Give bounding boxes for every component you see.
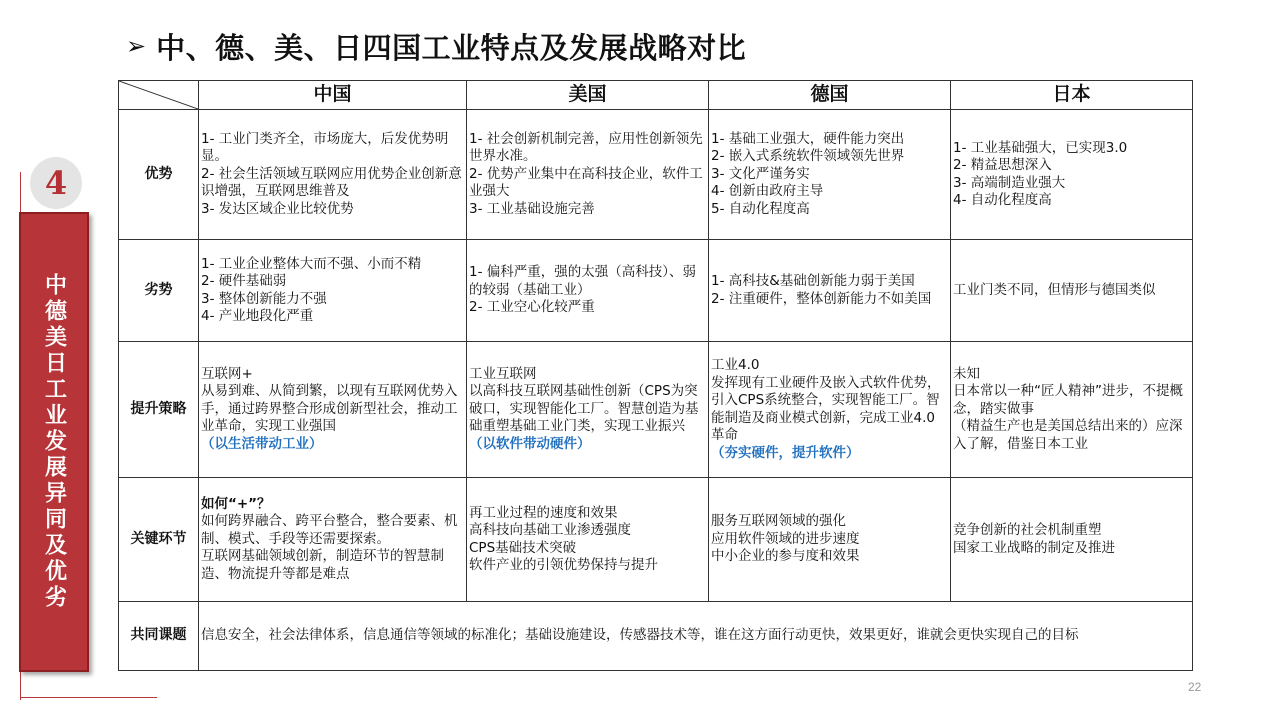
section-number-badge <box>30 157 82 209</box>
title-bullet-icon: ➢ <box>126 32 147 60</box>
cell-line: 信息安全，社会法律体系，信息通信等领域的标准化；基础设施建设，传感器技术等，谁在这方面行动更快，效果更好，谁就会更快实现自己的目标 <box>201 627 1079 644</box>
cell-line: 2- 硬件基础弱 <box>201 273 287 289</box>
row-label-disadvantage: 劣势 <box>119 240 199 342</box>
cell-line: 2- 社会生活领域互联网应用优势企业创新意识增强，互联网思维普及 <box>201 165 462 200</box>
cell-line: 工业门类不同，但情形与德国类似 <box>953 281 1156 298</box>
row-label-strategy: 提升策略 <box>119 342 199 478</box>
cell-disadvantage-china <box>199 240 467 342</box>
header-china: 中国 <box>199 81 467 110</box>
cell-line: 服务互联网领域的强化 <box>711 513 846 530</box>
cell-line: 未知 <box>953 365 980 382</box>
cell-line: 1- 偏科严重，强的太强（高科技）、弱的较弱（基础工业） <box>469 264 697 298</box>
cell-line: 1- 基础工业强大，硬件能力突出 <box>711 130 905 147</box>
cell-bold-line: 如何“+”？ <box>201 495 271 512</box>
diagonal-line-icon <box>119 81 198 109</box>
cell-disadvantage-germany <box>709 240 951 342</box>
section-label: 中德美日工业发展异同及优劣 <box>41 273 67 611</box>
cell-strategy-usa <box>467 342 709 478</box>
cell-line: 2- 精益思想深入 <box>953 157 1052 173</box>
cell-line: CPS基础技术突破 <box>469 539 577 556</box>
cell-line: 1- 高科技&基础创新能力弱于美国 <box>711 273 915 289</box>
comparison-table <box>118 80 1193 671</box>
cell-key-links-usa <box>467 478 709 602</box>
section-number: 4 <box>44 164 68 202</box>
table-row-advantage <box>119 110 1193 240</box>
page-number: 22 <box>1188 680 1202 694</box>
cell-line: 工业互联网 <box>469 365 537 382</box>
cell-line: 再工业过程的速度和效果 <box>469 504 618 521</box>
cell-line: 中小企业的参与度和效果 <box>711 548 860 565</box>
cell-common <box>199 602 1193 671</box>
cell-key-links-germany <box>709 478 951 602</box>
cell-highlight: （以软件带动硬件） <box>469 435 591 452</box>
cell-line: 高科技向基础工业渗透强度 <box>469 522 631 538</box>
section-label-box <box>19 212 89 672</box>
cell-line: 1- 工业企业整体大而不强、小而不精 <box>201 255 422 272</box>
cell-line: 2- 嵌入式系统软件领域领先世界 <box>711 148 905 165</box>
cell-line: 5- 自动化程度高 <box>711 200 810 217</box>
cell-line: 工业4.0 <box>711 357 760 373</box>
table-corner-cell <box>119 81 199 110</box>
decor-horizontal-line <box>20 697 157 698</box>
cell-line: 互联网+ <box>201 365 253 382</box>
cell-key-links-japan <box>951 478 1193 602</box>
table-row-disadvantage <box>119 240 1193 342</box>
cell-line: 2- 工业空心化较严重 <box>469 299 595 316</box>
header-germany: 德国 <box>709 81 951 110</box>
cell-line: 3- 工业基础设施完善 <box>469 200 595 217</box>
page-title: 中、德、美、日四国工业特点及发展战略对比 <box>156 30 747 65</box>
row-label-key-links: 关键环节 <box>119 478 199 602</box>
cell-line: 竞争创新的社会机制重塑 <box>953 522 1102 538</box>
cell-strategy-japan <box>951 342 1193 478</box>
cell-highlight: （夯实硬件，提升软件） <box>711 444 860 461</box>
table-row-key-links <box>119 478 1193 602</box>
table-row-common <box>119 602 1193 671</box>
cell-line: 软件产业的引领优势保持与提升 <box>469 557 658 573</box>
cell-line: 1- 社会创新机制完善，应用性创新领先世界水准。 <box>469 130 703 165</box>
cell-line: 如何跨界融合、跨平台整合，整合要素、机制、模式、手段等还需要探索。 <box>201 513 458 547</box>
header-japan: 日本 <box>951 81 1193 110</box>
cell-line: 3- 高端制造业强大 <box>953 174 1066 191</box>
cell-disadvantage-japan <box>951 240 1193 342</box>
cell-line: 3- 文化严谨务实 <box>711 165 810 182</box>
cell-line: 2- 优势产业集中在高科技企业，软件工业强大 <box>469 165 703 200</box>
cell-line: 4- 自动化程度高 <box>953 192 1052 208</box>
cell-line: 2- 注重硬件，整体创新能力不如美国 <box>711 290 932 307</box>
cell-line: 4- 创新由政府主导 <box>711 183 824 200</box>
cell-highlight: （以生活带动工业） <box>201 435 323 452</box>
cell-line: 3- 发达区域企业比较优势 <box>201 200 354 217</box>
cell-key-links-china <box>199 478 467 602</box>
cell-strategy-germany <box>709 342 951 478</box>
cell-line: 应用软件领域的进步速度 <box>711 530 860 547</box>
cell-advantage-usa <box>467 110 709 240</box>
cell-advantage-germany <box>709 110 951 240</box>
cell-line: 国家工业战略的制定及推进 <box>953 539 1115 556</box>
table-row-strategy <box>119 342 1193 478</box>
cell-disadvantage-usa <box>467 240 709 342</box>
cell-line: 3- 整体创新能力不强 <box>201 290 327 307</box>
cell-advantage-china <box>199 110 467 240</box>
cell-line: 4- 产业地段化严重 <box>201 308 314 324</box>
header-usa: 美国 <box>467 81 709 110</box>
cell-line: 以高科技互联网基础性创新（CPS为突破口，实现智能化工厂。智慧创造为基础重塑基础工业门类，实现工业振兴 <box>469 383 699 435</box>
title-row <box>126 26 746 66</box>
cell-line: 1- 工业基础强大，已实现3.0 <box>953 139 1128 156</box>
cell-strategy-china <box>199 342 467 478</box>
cell-line: 从易到难、从简到繁，以现有互联网优势入手，通过跨界整合形成创新型社会，推动工业革命，实现工业强国 <box>201 383 458 435</box>
cell-line: 1- 工业门类齐全，市场庞大，后发优势明显。 <box>201 130 449 165</box>
cell-line: （精益生产也是美国总结出来的）应深入了解，借鉴日本工业 <box>953 418 1183 452</box>
row-label-advantage: 优势 <box>119 110 199 240</box>
cell-line: 日本常以一种“匠人精神”进步，不提概念，踏实做事 <box>953 383 1183 417</box>
cell-line: 互联网基础领域创新，制造环节的智慧制造、物流提升等都是难点 <box>201 548 444 582</box>
cell-line: 发挥现有工业硬件及嵌入式软件优势，引入CPS系统整合，实现智能工厂。智能制造及商业模式创新，完成工业4.0革命 <box>711 374 941 443</box>
row-label-common: 共同课题 <box>119 602 199 671</box>
cell-advantage-japan <box>951 110 1193 240</box>
table-header-row <box>119 81 1193 110</box>
